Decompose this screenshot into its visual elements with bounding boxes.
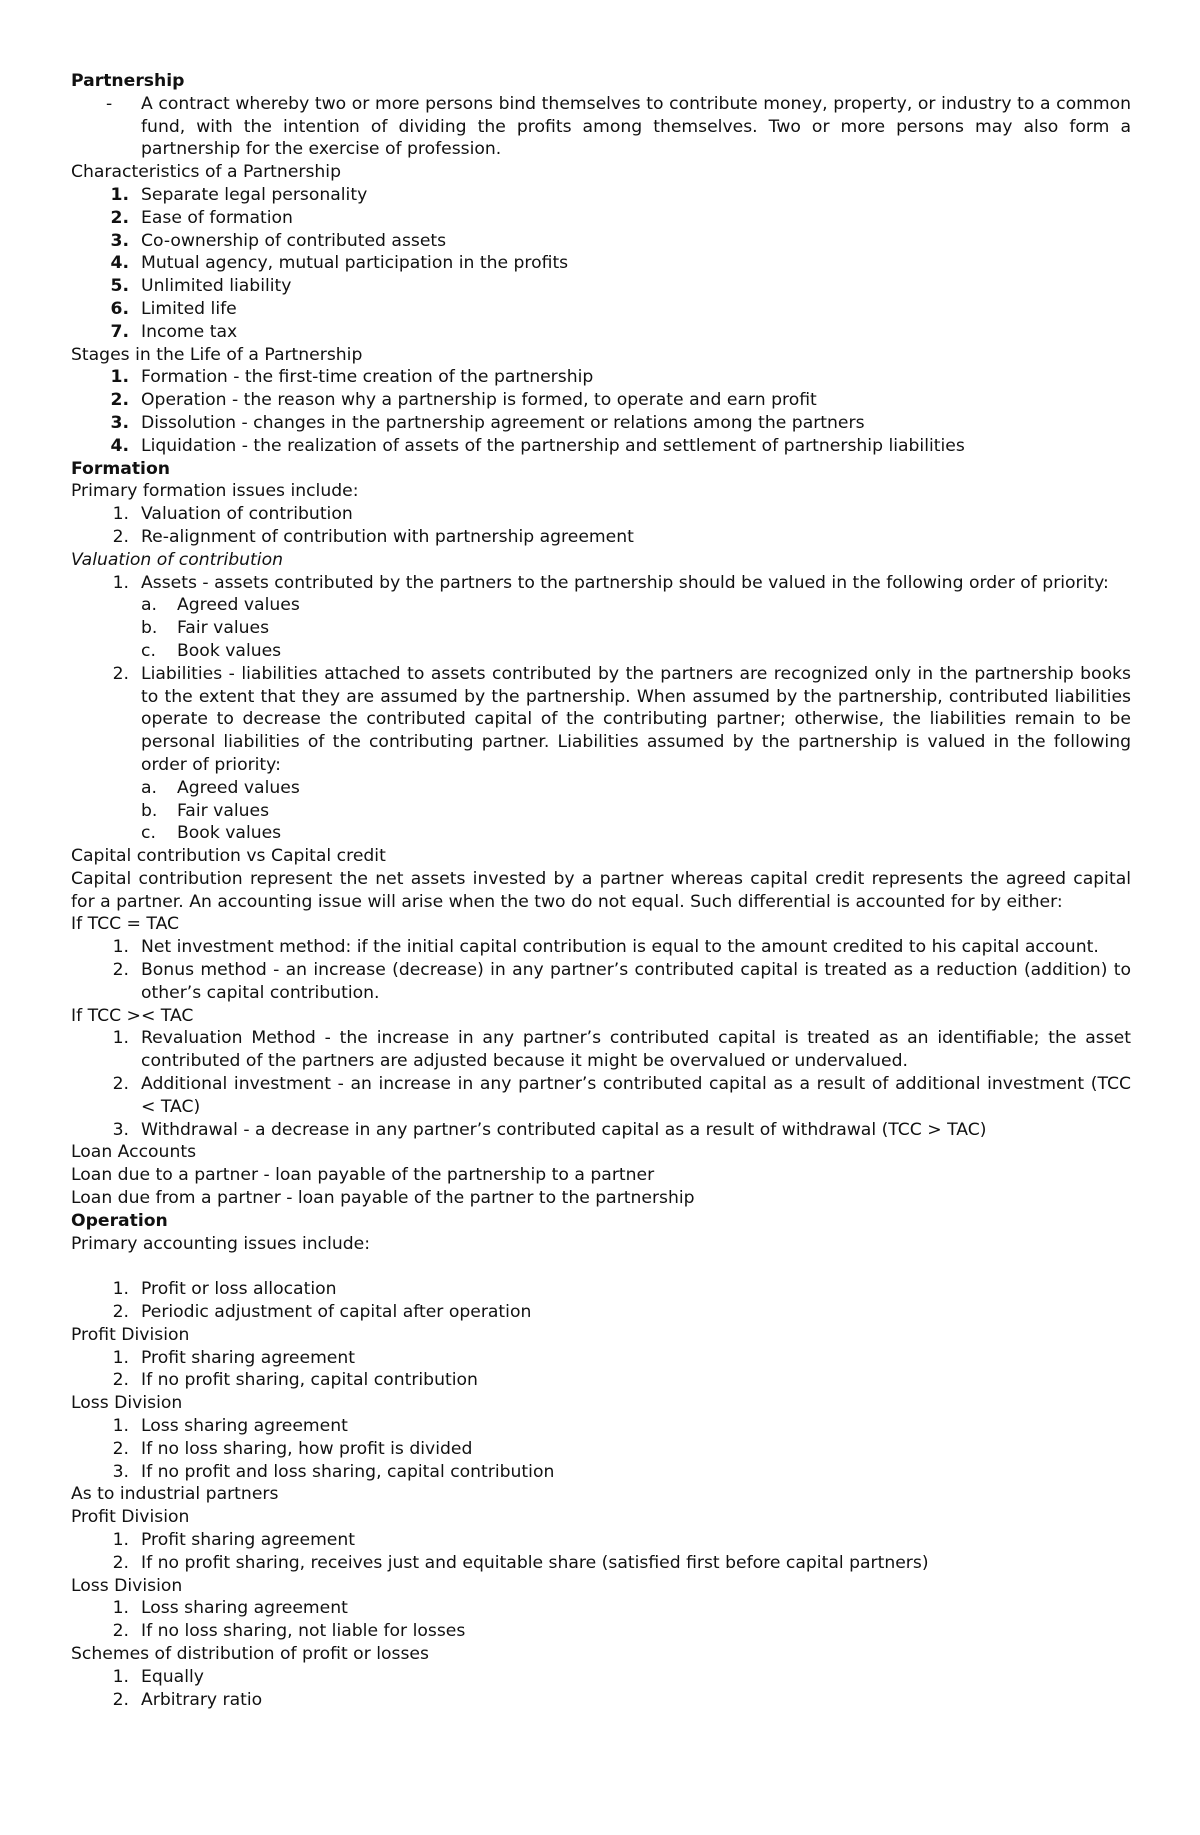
- list-item: 1. Profit sharing agreement: [112, 1530, 356, 1550]
- list-item: c. Book values: [141, 640, 282, 661]
- section-title-operation: Operation: [71, 1210, 168, 1231]
- stages-heading: Stages in the Life of a Partnership: [71, 344, 363, 365]
- list-item: 4. Liquidation - the realization of assets of the partnership and settlement of partnership liabilities: [110, 435, 965, 456]
- list-item: 2. Operation - the reason why a partnership is formed, to operate and earn profit: [110, 390, 817, 411]
- valuation-heading: Valuation of contribution: [71, 549, 283, 570]
- tcc-equal-heading: If TCC = TAC: [71, 914, 180, 935]
- list-item: 1. Profit sharing agreement: [112, 1347, 356, 1368]
- schemes-heading: Schemes of distribution of profit or losses: [71, 1643, 429, 1664]
- capital-contribution-heading: Capital contribution vs Capital credit: [71, 846, 386, 867]
- list-item: a. Agreed values: [141, 777, 300, 798]
- assets-priority-list: [141, 594, 1131, 662]
- list-item: 3. If no profit and loss sharing, capital contribution: [112, 1461, 555, 1482]
- list-item: 2. If no profit sharing, capital contribution: [112, 1370, 478, 1391]
- list-item: 3. Co-ownership of contributed assets: [110, 230, 447, 251]
- list-item: c. Book values: [141, 823, 282, 844]
- list-item: 1. Equally: [112, 1666, 204, 1687]
- list-item: 3. Withdrawal - a decrease in any partner’s contributed capital as a result of withdrawal (TCC > TAC): [112, 1119, 987, 1140]
- formation-issues-heading: Primary formation issues include:: [71, 481, 359, 502]
- profit-division-heading: Profit Division: [71, 1324, 190, 1345]
- list-item: 4. Mutual agency, mutual participation in the profits: [110, 253, 569, 274]
- industrial-partners-heading: As to industrial partners: [71, 1484, 279, 1505]
- list-item: 2. If no loss sharing, not liable for losses: [112, 1621, 466, 1642]
- loan-accounts-heading: Loan Accounts: [71, 1142, 197, 1163]
- document-page: [71, 70, 1131, 1711]
- list-item: 3. Dissolution - changes in the partnership agreement or relations among the partners: [110, 412, 865, 433]
- bullet-dash: -: [106, 93, 113, 114]
- list-item: 2. Periodic adjustment of capital after operation: [112, 1302, 532, 1323]
- list-item: 5. Unlimited liability: [110, 276, 292, 297]
- list-item: 7. Income tax: [110, 321, 238, 342]
- section-title-formation: Formation: [71, 458, 170, 479]
- list-item: 1. Loss sharing agreement: [112, 1416, 348, 1437]
- industrial-loss-division-heading: Loss Division: [71, 1575, 183, 1596]
- tcc-not-equal-heading: If TCC >< TAC: [71, 1005, 194, 1026]
- list-item: 6. Limited life: [110, 298, 237, 319]
- list-item: 1. Formation - the first-time creation of the partnership: [110, 367, 594, 388]
- loan-due-from-partner: Loan due from a partner - loan payable of the partner to the partnership: [71, 1188, 695, 1209]
- industrial-profit-division-heading: Profit Division: [71, 1507, 190, 1528]
- definition-item: [71, 93, 1131, 161]
- list-item: 1. Net investment method: if the initial capital contribution is equal to the amount credited to his capital account.: [112, 937, 1099, 958]
- list-item: 2. Arbitrary ratio: [112, 1689, 263, 1710]
- operation-issues-heading: Primary accounting issues include:: [71, 1233, 371, 1254]
- loss-division-heading: Loss Division: [71, 1393, 183, 1414]
- partnership-definition: A contract whereby two or more persons bind themselves to contribute money, property, or industry to a common fund, with the intention of dividing the profits among themselves. Two or more persons may also form a partnership for the exercise of profession.: [141, 93, 1131, 160]
- list-item: 1. Assets - assets contributed by the partners to the partnership should be valued in the following order of priority:: [112, 572, 1109, 593]
- list-item: 2. If no profit sharing, receives just and equitable share (satisfied first before capital partners): [112, 1552, 929, 1573]
- list-item: 1. Valuation of contribution: [112, 504, 353, 525]
- list-item: 2. Additional investment - an increase in any partner’s contributed capital as a result of additional investment (TCC < TAC): [112, 1074, 1131, 1117]
- characteristics-heading: Characteristics of a Partnership: [71, 162, 341, 183]
- list-item: 1. Profit or loss allocation: [112, 1279, 337, 1300]
- list-item: 2. Bonus method - an increase (decrease) in any partner’s contributed capital is treated as a reduction (addition) to other’s capital contribution.: [112, 960, 1131, 1003]
- list-item: 1. Separate legal personality: [110, 184, 368, 205]
- list-item: 2. Liabilities - liabilities attached to assets contributed by the partners are recognized only in the partnership books to the extent that they are assumed by the partnership. When assumed by the partnership, contributed liabilities operate to decrease the contributed capital of the contributing partner; otherwise, the liabilities remain to be personal liabilities of the contributing partner. Liabilities assumed by the partnership is valued in the following order of priority:: [112, 663, 1131, 775]
- list-item: 2. If no loss sharing, how profit is divided: [112, 1438, 473, 1459]
- list-item: 1. Revaluation Method - the increase in any partner’s contributed capital is treated as an identifiable; the asset contributed of the partners are adjusted because it might be overvalued or undervalued.: [112, 1028, 1131, 1072]
- list-item: 2. Re-alignment of contribution with partnership agreement: [112, 526, 634, 547]
- section-title-partnership: Partnership: [71, 71, 185, 91]
- list-item: a. Agreed values: [141, 595, 300, 616]
- liabilities-priority-list: [141, 777, 1131, 845]
- list-item: 1. Loss sharing agreement: [112, 1598, 348, 1619]
- capital-contribution-text: Capital contribution represent the net assets invested by a partner whereas capital credit represents the agreed capital for a partner. An accounting issue will arise when the two do not equal. Such differential is accounted for by either:: [71, 868, 1131, 912]
- spacer: [71, 1255, 1131, 1278]
- list-item: 2. Ease of formation: [110, 207, 293, 228]
- loan-due-to-partner: Loan due to a partner - loan payable of the partnership to a partner: [71, 1165, 655, 1186]
- list-item: b. Fair values: [141, 800, 270, 821]
- list-item: b. Fair values: [141, 618, 270, 639]
